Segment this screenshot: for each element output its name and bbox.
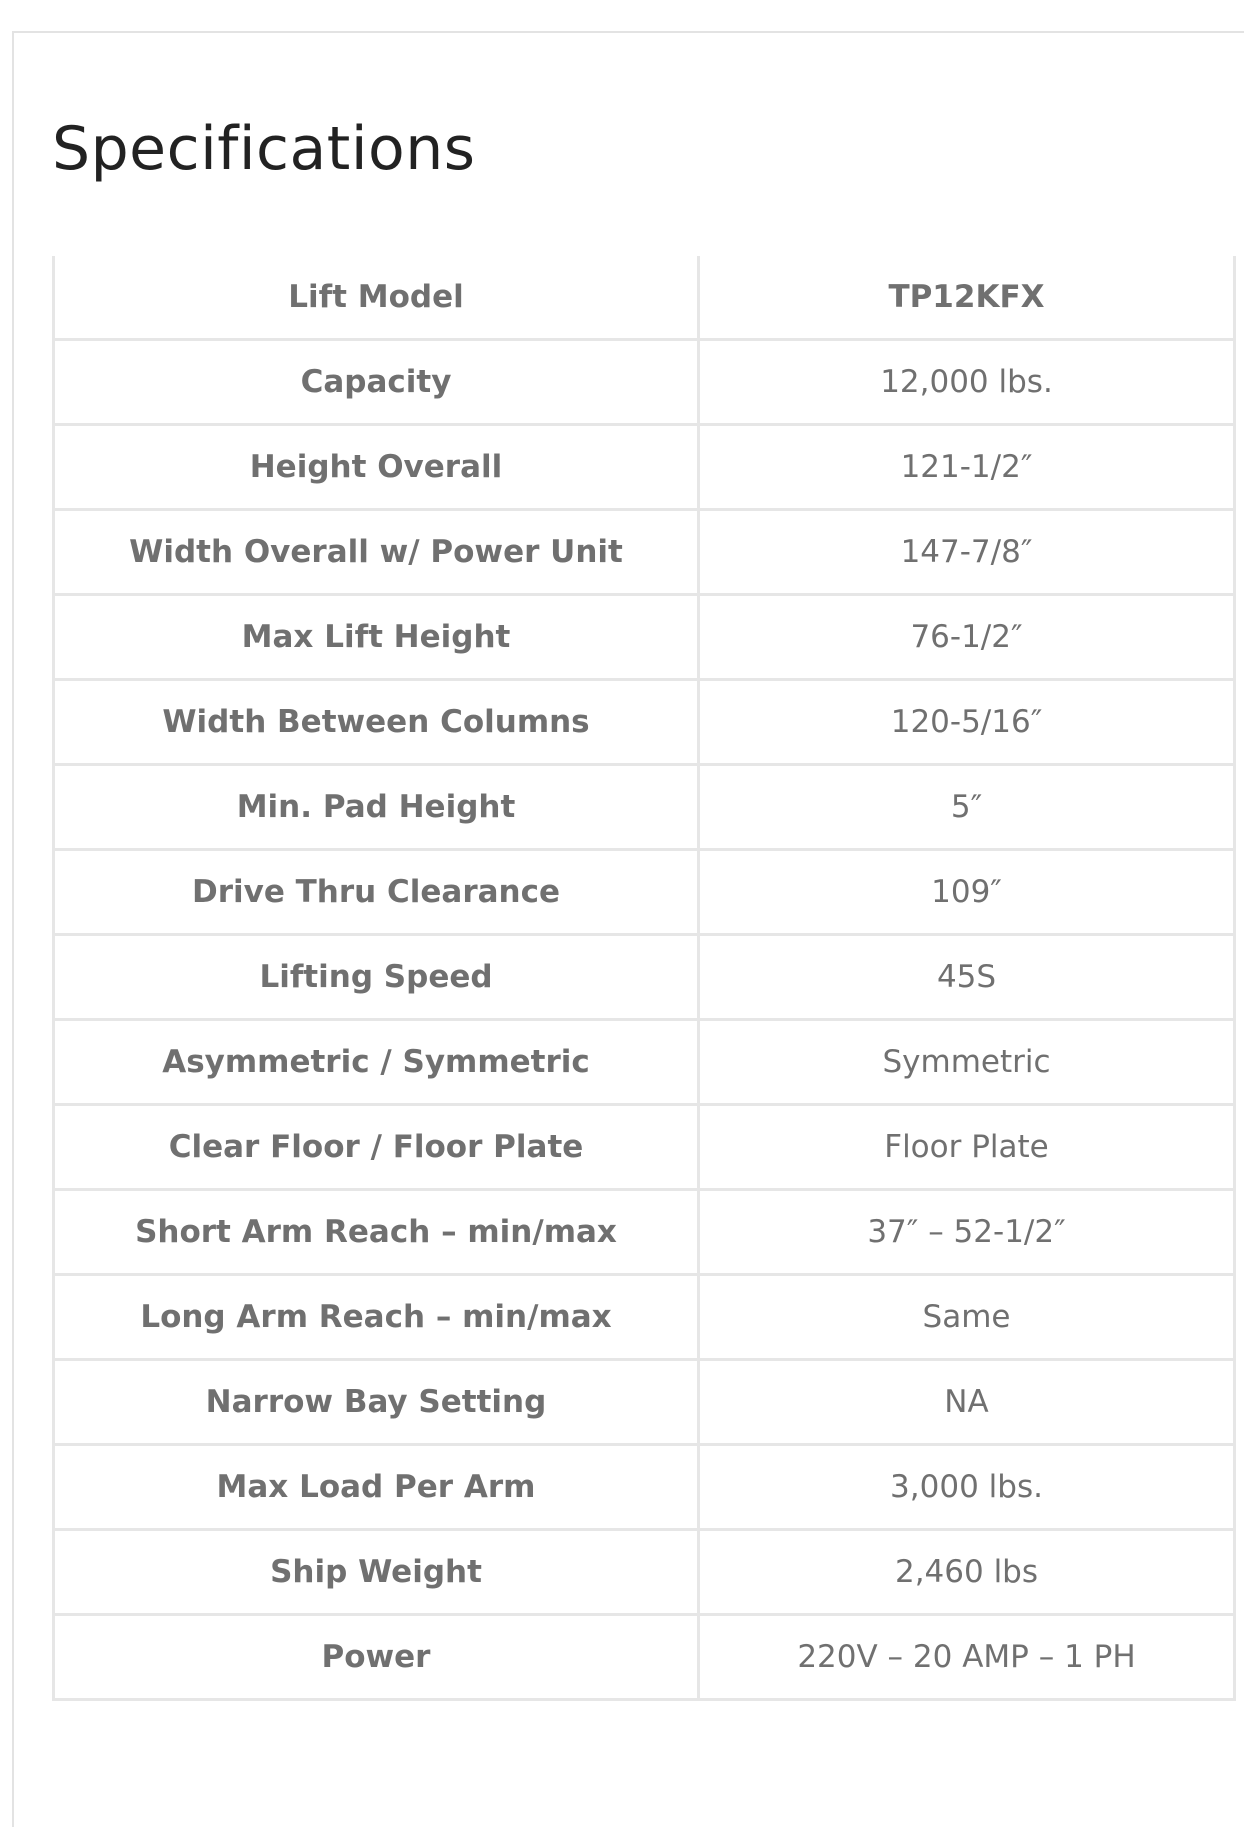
- table-row: [54, 1105, 1235, 1190]
- spec-label: Drive Thru Clearance: [54, 850, 699, 935]
- table-row: [54, 1530, 1235, 1615]
- page-title: Specifications: [52, 114, 476, 184]
- spec-label: Width Between Columns: [54, 680, 699, 765]
- spec-label: Lifting Speed: [54, 935, 699, 1020]
- spec-label: Max Lift Height: [54, 595, 699, 680]
- spec-value: 120-5/16″: [699, 680, 1235, 765]
- spec-label: Max Load Per Arm: [54, 1445, 699, 1530]
- spec-value: 2,460 lbs: [699, 1530, 1235, 1615]
- spec-label: Short Arm Reach – min/max: [54, 1190, 699, 1275]
- table-row: [54, 510, 1235, 595]
- spec-value: 5″: [699, 765, 1235, 850]
- table-row: [54, 680, 1235, 765]
- spec-value: 3,000 lbs.: [699, 1445, 1235, 1530]
- spec-label: Capacity: [54, 340, 699, 425]
- spec-value: 12,000 lbs.: [699, 340, 1235, 425]
- table-row: [54, 1020, 1235, 1105]
- spec-label: Height Overall: [54, 425, 699, 510]
- spec-value: 220V – 20 AMP – 1 PH: [699, 1615, 1235, 1700]
- spec-value: Same: [699, 1275, 1235, 1360]
- spec-value: 147-7/8″: [699, 510, 1235, 595]
- spec-label: Ship Weight: [54, 1530, 699, 1615]
- spec-label: Long Arm Reach – min/max: [54, 1275, 699, 1360]
- table-row: [54, 1190, 1235, 1275]
- spec-value: TP12KFX: [699, 256, 1235, 340]
- spec-value: Symmetric: [699, 1020, 1235, 1105]
- table-row: [54, 1360, 1235, 1445]
- table-row: [54, 1445, 1235, 1530]
- table-row: [54, 850, 1235, 935]
- spec-label: Clear Floor / Floor Plate: [54, 1105, 699, 1190]
- spec-label: Asymmetric / Symmetric: [54, 1020, 699, 1105]
- spec-label: Power: [54, 1615, 699, 1700]
- spec-value: Floor Plate: [699, 1105, 1235, 1190]
- spec-value: NA: [699, 1360, 1235, 1445]
- spec-label: Narrow Bay Setting: [54, 1360, 699, 1445]
- table-row: [54, 595, 1235, 680]
- spec-label: Min. Pad Height: [54, 765, 699, 850]
- table-row: [54, 935, 1235, 1020]
- table-row: [54, 340, 1235, 425]
- specifications-table: [52, 256, 1236, 1701]
- table-row: [54, 1275, 1235, 1360]
- table-row: [54, 765, 1235, 850]
- spec-value: 45S: [699, 935, 1235, 1020]
- spec-label: Width Overall w/ Power Unit: [54, 510, 699, 595]
- spec-value: 37″ – 52-1/2″: [699, 1190, 1235, 1275]
- spec-value: 121-1/2″: [699, 425, 1235, 510]
- specifications-panel: [12, 31, 1244, 1827]
- spec-value: 76-1/2″: [699, 595, 1235, 680]
- table-row: [54, 425, 1235, 510]
- table-row: [54, 256, 1235, 340]
- spec-label: Lift Model: [54, 256, 699, 340]
- table-row: [54, 1615, 1235, 1700]
- spec-value: 109″: [699, 850, 1235, 935]
